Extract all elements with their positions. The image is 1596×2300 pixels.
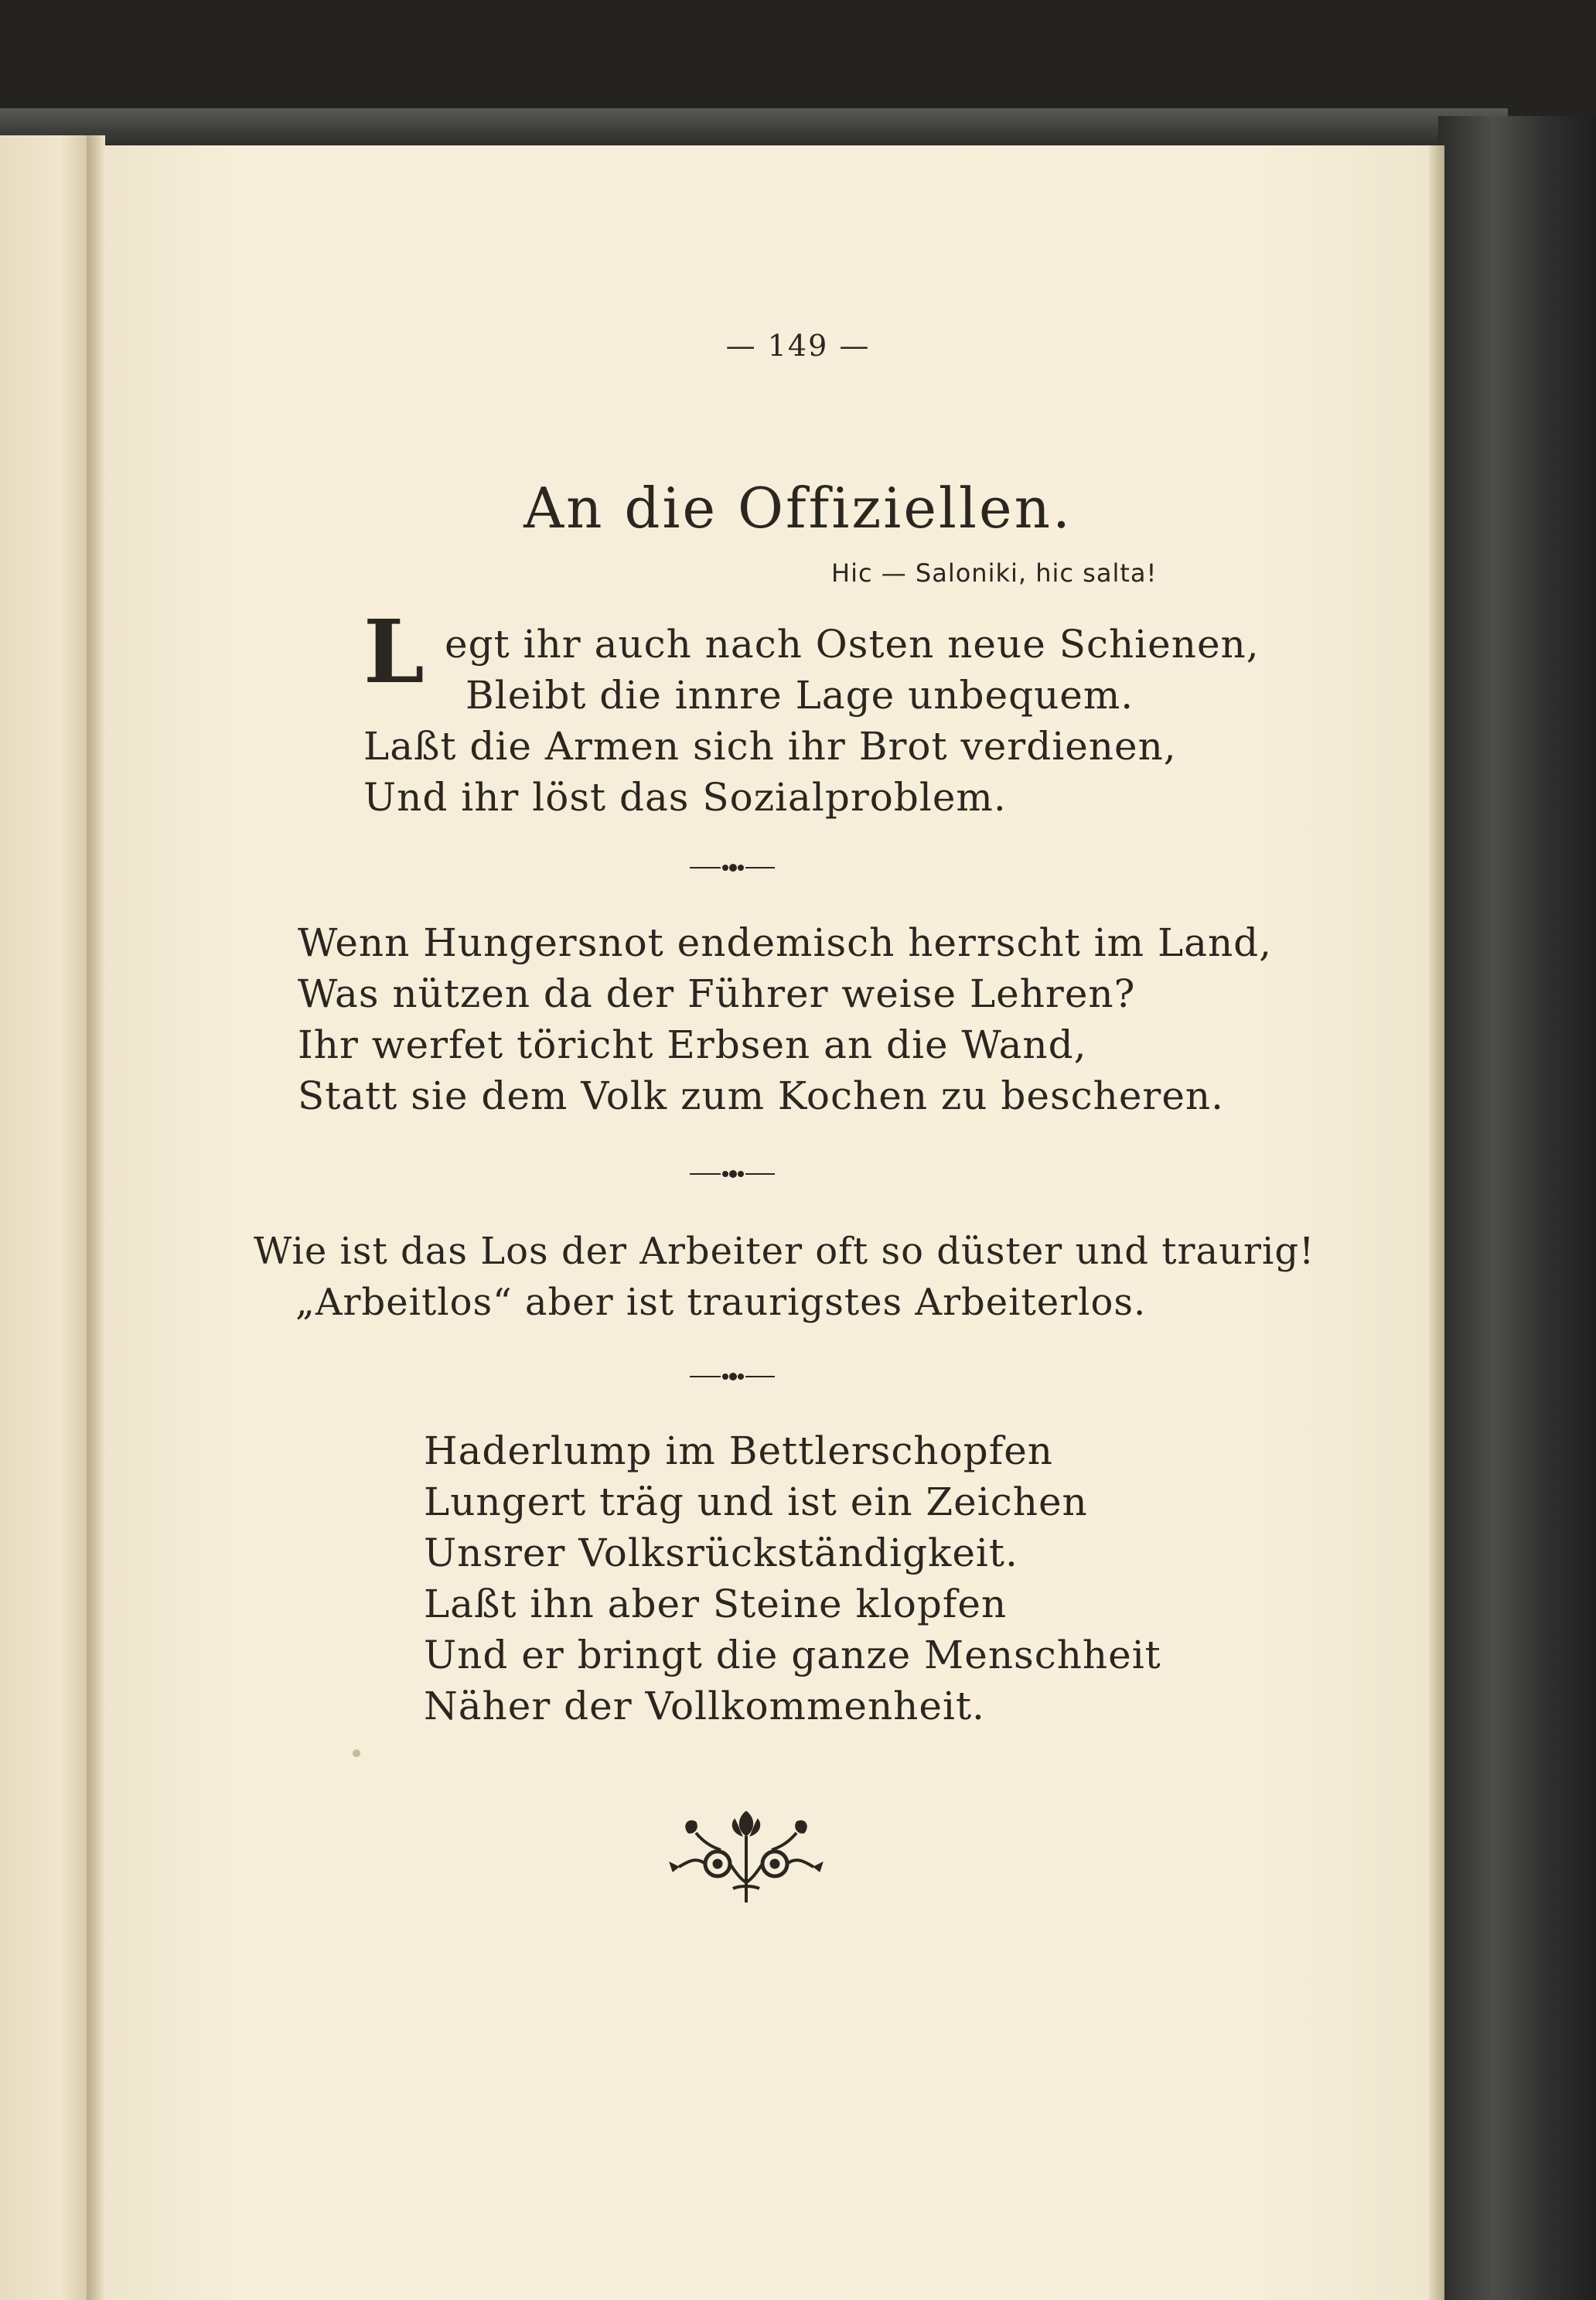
paper-speck [353, 1749, 360, 1757]
page-number: — 149 — [725, 329, 871, 363]
drop-cap-initial: L [363, 602, 425, 703]
verse-line: Laßt ihn aber Steine klopfen [424, 1582, 1008, 1626]
stanza-2 [298, 917, 1272, 1121]
poem-title: An die Offiziellen. [523, 476, 1073, 541]
book-cover-top [0, 108, 1508, 147]
verse-line: egt ihr auch nach Osten neue Schienen, [445, 622, 1260, 667]
verse-line: Wenn Hungersnot endemisch herrscht im Land, [298, 920, 1273, 965]
verse-line: „Arbeitlos“ aber ist traurigstes Arbeiterlos. [295, 1281, 1147, 1324]
verse-line: Ihr werfet töricht Erbsen an die Wand, [298, 1022, 1087, 1067]
left-page-edge [0, 135, 87, 2300]
stanza-1 [363, 619, 1260, 823]
verse-line: Statt sie dem Volk zum Kochen zu bescheren. [298, 1073, 1225, 1118]
book-gutter [87, 135, 105, 2300]
epigraph: Hic — Saloniki, hic salta! [831, 558, 1158, 588]
stanza-3 [254, 1226, 1315, 1328]
stanza-4 [424, 1425, 1161, 1732]
verse-line: Lungert träg und ist ein Zeichen [424, 1479, 1088, 1524]
verse-line: Unsrer Volksrückständigkeit. [424, 1530, 1018, 1575]
verse-line: Was nützen da der Führer weise Lehren? [298, 971, 1136, 1016]
verse-line: Näher der Vollkommenheit. [424, 1684, 985, 1728]
verse-line: Haderlump im Bettlerschopfen [424, 1428, 1053, 1473]
floral-vignette-icon [665, 1802, 827, 1910]
stanza-separator-icon [690, 860, 775, 875]
book-page [105, 145, 1429, 2300]
stanza-separator-icon [690, 1166, 775, 1182]
verse-line: Und ihr löst das Sozialproblem. [363, 775, 1007, 820]
verse-line: Bleibt die innre Lage unbequem. [466, 673, 1134, 718]
book-cover-right [1438, 116, 1596, 2300]
page-edge [1429, 145, 1444, 2300]
verse-line: Wie ist das Los der Arbeiter oft so düster und traurig! [254, 1230, 1315, 1273]
verse-line: Und er bringt die ganze Menschheit [424, 1633, 1161, 1677]
stanza-separator-icon [690, 1369, 775, 1384]
verse-line: Laßt die Armen sich ihr Brot verdienen, [363, 724, 1177, 769]
